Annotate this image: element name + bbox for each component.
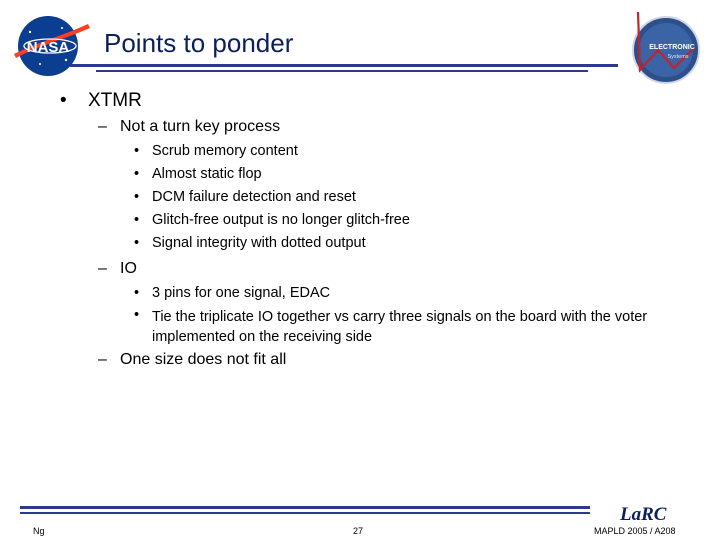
turn-key-heading: Not a turn key process	[120, 118, 281, 135]
io-heading: IO	[120, 260, 137, 277]
dash-one-size: –	[98, 351, 107, 368]
larc-logo: LaRC	[620, 504, 667, 525]
item-static-flop: Almost static flop	[152, 166, 262, 182]
electronic-systems-logo	[628, 10, 704, 86]
nasa-logo-text: NASA	[26, 39, 70, 56]
bullet-tie-io: •	[134, 307, 140, 323]
bullet-scrub: •	[134, 143, 140, 159]
footer-rule-bottom	[20, 512, 590, 514]
systems-logo-word: Systems	[667, 54, 689, 60]
page-number: 27	[353, 526, 364, 536]
item-glitch-free: Glitch-free output is no longer glitch-free	[152, 212, 410, 228]
header-rule-top	[70, 64, 618, 67]
dash-turn-key: –	[98, 118, 107, 135]
footer-conference: MAPLD 2005 / A208	[594, 526, 676, 536]
electronic-logo-word: ELECTRONIC	[649, 44, 695, 51]
footer-rule-top	[20, 506, 590, 509]
bullet-l1: •	[60, 90, 67, 111]
bullet-static-flop: •	[134, 166, 140, 182]
header-rule-bottom	[96, 70, 588, 72]
item-3-pins: 3 pins for one signal, EDAC	[152, 285, 331, 301]
bullet-signal-integrity: •	[134, 235, 140, 251]
bullet-3-pins: •	[134, 285, 140, 301]
bullet-glitch: •	[134, 212, 140, 228]
footer-author: Ng	[33, 526, 45, 536]
nasa-logo	[10, 10, 94, 82]
item-scrub-memory: Scrub memory content	[152, 143, 298, 159]
item-tie-io: Tie the triplicate IO together vs carry three signals on the board with the voter implemented on the receiving side	[152, 309, 648, 345]
bullet-dcm: •	[134, 189, 140, 205]
xtmr-heading: XTMR	[88, 90, 142, 111]
item-signal-integrity: Signal integrity with dotted output	[152, 235, 366, 251]
item-dcm-failure: DCM failure detection and reset	[152, 189, 356, 205]
one-size-heading: One size does not fit all	[120, 351, 287, 368]
dash-io: –	[98, 260, 107, 277]
page-title: Points to ponder	[104, 28, 294, 58]
